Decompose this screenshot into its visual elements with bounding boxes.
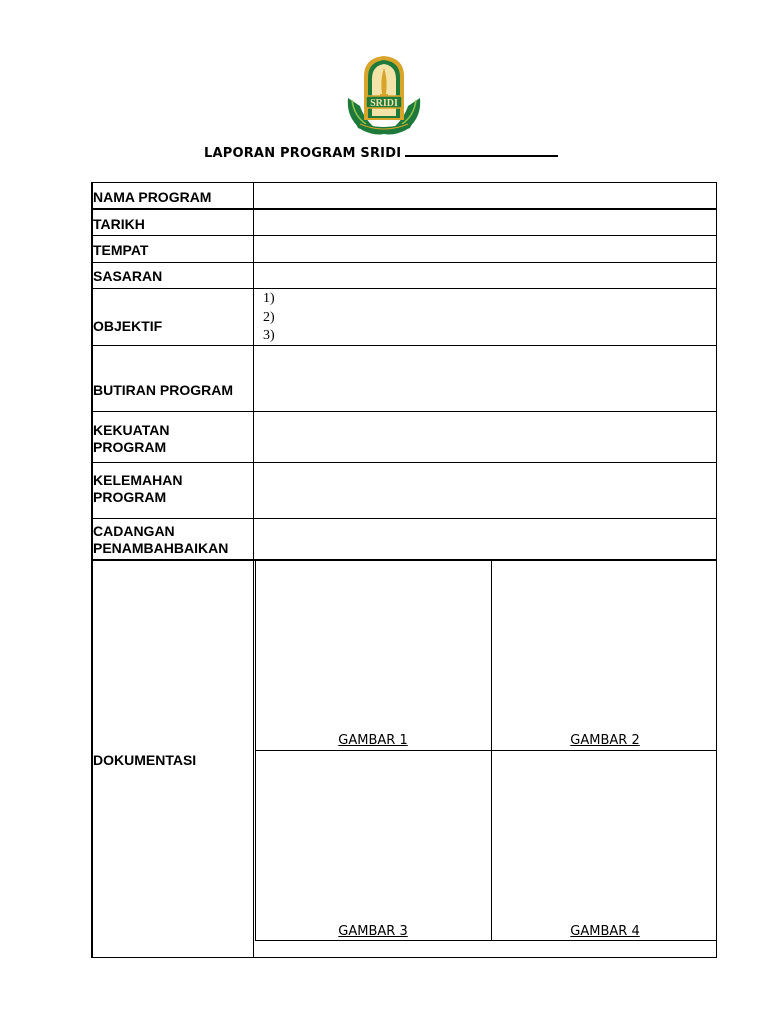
label-kelemahan-line1: KELEMAHAN <box>93 472 183 488</box>
label-butiran-program: BUTIRAN PROGRAM <box>93 382 233 398</box>
label-cadangan-penambahbaikan <box>93 523 228 557</box>
label-kekuatan-line1: KEKUATAN <box>93 422 170 438</box>
label-tempat: TEMPAT <box>93 242 149 258</box>
table-top-border <box>91 182 717 183</box>
label-sasaran: SASARAN <box>93 268 163 284</box>
caption-gambar-4: GAMBAR 4 <box>570 924 640 939</box>
label-nama-program: NAMA PROGRAM <box>93 189 212 205</box>
photo-row-divider <box>255 750 716 751</box>
row-divider <box>91 462 717 463</box>
table-bottom-border <box>91 957 717 958</box>
row-divider <box>91 559 717 561</box>
objektif-item: 2) <box>263 310 275 325</box>
row-divider <box>91 208 717 210</box>
label-dokumentasi: DOKUMENTASI <box>93 752 197 768</box>
caption-gambar-2: GAMBAR 2 <box>570 733 640 748</box>
caption-gambar-1: GAMBAR 1 <box>338 733 408 748</box>
row-divider <box>91 345 717 346</box>
label-objektif: OBJEKTIF <box>93 318 163 334</box>
caption-gambar-3: GAMBAR 3 <box>338 924 408 939</box>
label-cadangan-line1: CADANGAN <box>93 523 175 539</box>
objektif-item: 1) <box>263 291 275 306</box>
label-kelemahan-line2: PROGRAM <box>93 489 167 505</box>
report-title-text: LAPORAN PROGRAM SRIDI <box>204 146 402 161</box>
row-divider <box>91 411 717 412</box>
column-divider <box>253 182 254 958</box>
row-divider <box>91 262 717 263</box>
label-cadangan-line2: PENAMBAHBAIKAN <box>93 540 229 556</box>
row-divider <box>91 518 717 519</box>
table-left-border <box>91 182 93 958</box>
row-divider <box>91 235 717 236</box>
photo-bottom-border <box>255 940 716 941</box>
table-right-border <box>716 182 717 958</box>
label-kekuatan-line2: PROGRAM <box>93 439 167 455</box>
label-kelemahan-program <box>93 472 182 506</box>
label-kekuatan-program <box>93 422 169 456</box>
row-divider <box>91 288 717 289</box>
logo-text: SRIDI <box>370 98 398 109</box>
label-tarikh: TARIKH <box>93 216 145 232</box>
objektif-item: 3) <box>263 328 275 343</box>
